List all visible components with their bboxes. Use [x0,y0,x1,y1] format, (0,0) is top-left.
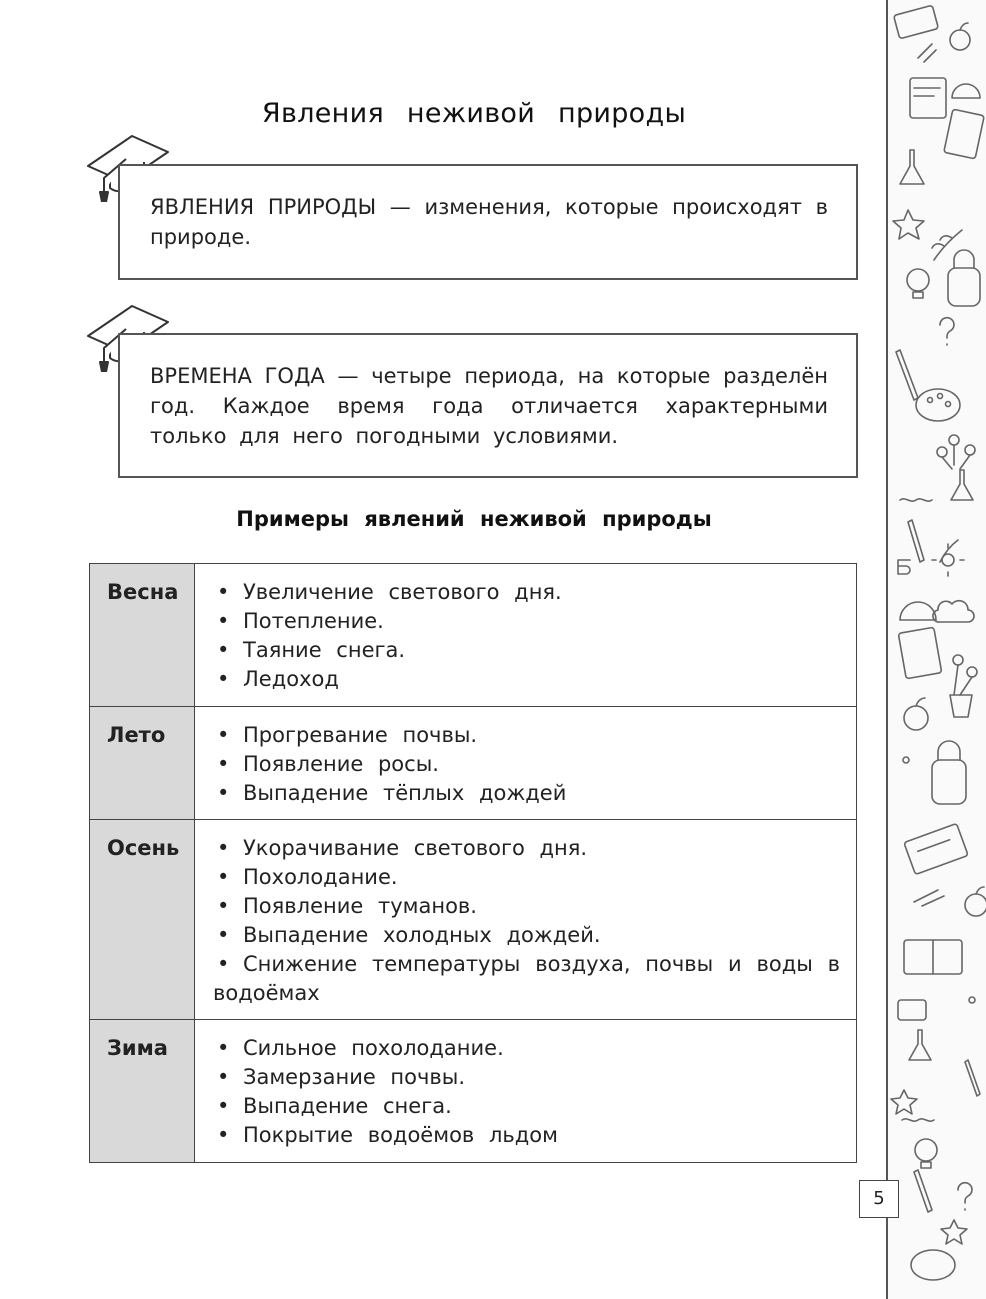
table-title: Примеры явлений неживой природы [236,507,712,531]
list-item: • Похолодание. [213,863,840,892]
table-row-winter [90,1020,857,1163]
definition-box-natural-phenomena [118,164,858,280]
list-item: • Увеличение светового дня. [213,578,840,607]
list-item: • Покрытие водоёмов льдом [213,1121,840,1150]
phenomena-list [213,578,840,694]
phenomena-list [213,834,840,1008]
list-item: • Таяние снега. [213,636,840,665]
list-item: • Выпадение снега. [213,1092,840,1121]
definition-box-seasons [118,333,858,478]
list-item: • Сильное похолодание. [213,1034,840,1063]
season-name: Зима [90,1020,195,1163]
list-item: • Потепление. [213,607,840,636]
list-item: • Укорачивание светового дня. [213,834,840,863]
list-item: • Появление росы. [213,750,840,779]
list-item: • Прогревание почвы. [213,721,840,750]
school-doodles-icon [888,0,986,1299]
list-item: • Появление туманов. [213,892,840,921]
list-item: • Выпадение тёплых дождей [213,779,840,808]
list-item: • Снижение температуры воздуха, почвы и воды в водоёмах [213,950,840,1008]
season-name: Лето [90,707,195,820]
table-row-summer [90,707,857,820]
table-row-autumn [90,820,857,1020]
season-name: Весна [90,564,195,707]
list-item: • Замерзание почвы. [213,1063,840,1092]
page-title: Явления неживой природы [261,98,687,129]
decorative-doodle-strip [886,0,986,1299]
definition-text: ВРЕМЕНА ГОДА — четыре периода, на которые разделён год. Каждое время года отличается характерными только для него погодными условиями. [150,364,828,448]
seasons-table [89,563,857,1163]
list-item: • Выпадение холодных дождей. [213,921,840,950]
phenomena-list [213,721,840,808]
phenomena-list [213,1034,840,1150]
table-row-spring [90,564,857,707]
page-number: 5 [859,1180,899,1218]
list-item: • Ледоход [213,665,840,694]
season-name: Осень [90,820,195,1020]
definition-text: ЯВЛЕНИЯ ПРИРОДЫ — изменения, которые происходят в природе. [150,195,828,249]
